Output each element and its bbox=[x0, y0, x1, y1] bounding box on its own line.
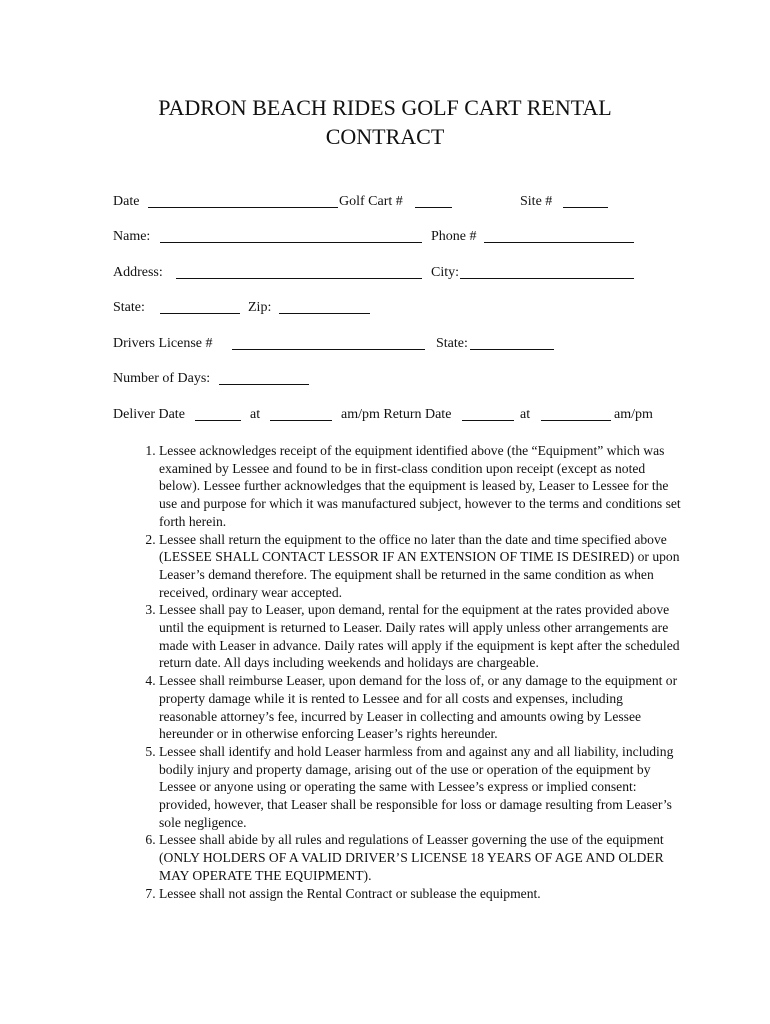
date-label: Date bbox=[113, 194, 140, 209]
deliver-date-field[interactable] bbox=[195, 408, 241, 421]
term-item: 3. Lessee shall pay to Leaser, upon demand, rental for the equipment at the rates provided above until the equipment is returned to Leaser. Daily rates will apply unless other arrangements are made with Leaser in advance. Daily rates will apply if the equipment is kept after the scheduled return date. All days including weekends and holidays are chargeable. bbox=[159, 601, 684, 672]
term-item: 5. Lessee shall identify and hold Leaser harmless from and against any and all liability, including bodily injury and property damage, arising out of the use or operation of the equipment by Lessee or anyone using or operating the same with Lessee’s express or implied consent: provided, however, that Leaser shall be responsible for loss or damage resulting from Leaser’s sole negligence. bbox=[159, 743, 684, 832]
golf-cart-label: Golf Cart # bbox=[339, 194, 403, 209]
term-item: 1. Lessee acknowledges receipt of the equipment identified above (the “Equipment” which was examined by Lessee and found to be in first-class condition upon receipt (except as noted below). Lessee further acknowledges that the equipment is leased by, Leaser to Lessee for the use and purpose for which it was manufactured subject, however to the terms and conditions set forth herein. bbox=[159, 442, 684, 531]
address-field[interactable] bbox=[176, 266, 422, 279]
site-field[interactable] bbox=[563, 195, 608, 208]
golf-cart-field[interactable] bbox=[415, 195, 452, 208]
deliver-time-field[interactable] bbox=[270, 408, 332, 421]
address-label: Address: bbox=[113, 265, 163, 280]
dl-state-field[interactable] bbox=[470, 337, 554, 350]
drivers-license-field[interactable] bbox=[232, 337, 425, 350]
drivers-license-label: Drivers License # bbox=[113, 336, 213, 351]
number-of-days-field[interactable] bbox=[219, 372, 309, 385]
phone-field[interactable] bbox=[484, 230, 634, 243]
state-field[interactable] bbox=[160, 301, 240, 314]
city-label: City: bbox=[431, 265, 460, 280]
zip-label: Zip: bbox=[248, 300, 272, 315]
return-time-field[interactable] bbox=[541, 408, 611, 421]
ampm-label: am/pm bbox=[614, 407, 653, 422]
number-of-days-label: Number of Days: bbox=[113, 371, 211, 386]
name-label: Name: bbox=[113, 229, 151, 244]
document-title: PADRON BEACH RIDES GOLF CART RENTAL CONTRACT bbox=[158, 95, 612, 149]
state-label: State: bbox=[113, 300, 145, 315]
return-at-label: at bbox=[520, 407, 531, 422]
deliver-at-label: at bbox=[250, 407, 261, 422]
return-date-field[interactable] bbox=[462, 408, 514, 421]
term-item: 4. Lessee shall reimburse Leaser, upon demand for the loss of, or any damage to the equipment or property damage while it is rented to Lessee and for all costs and expenses, including reasonable attorney’s fee, incurred by Leaser in collecting and amounts owing by Lessee hereunder or in otherwise enforcing Leaser’s rights hereunder. bbox=[159, 672, 684, 743]
term-item: 6. Lessee shall abide by all rules and regulations of Leasser governing the use of the equipment (ONLY HOLDERS OF A VALID DRIVER’S LICENSE 18 YEARS OF AGE AND OLDER MAY OPERATE THE EQUIPMENT). bbox=[159, 831, 684, 884]
terms-list bbox=[135, 442, 684, 902]
zip-field[interactable] bbox=[279, 301, 370, 314]
city-field[interactable] bbox=[460, 266, 634, 279]
deliver-date-label: Deliver Date bbox=[113, 407, 185, 422]
date-field[interactable] bbox=[148, 195, 338, 208]
ampm-return-date-label: am/pm Return Date bbox=[341, 407, 452, 422]
term-item: 7. Lessee shall not assign the Rental Contract or sublease the equipment. bbox=[159, 885, 684, 903]
term-item: 2. Lessee shall return the equipment to the office no later than the date and time specified above (LESSEE SHALL CONTACT LESSOR IF AN EXTENSION OF TIME IS DESIRED) or upon Leaser’s demand therefore. The equipment shall be returned in the same condition as when received, ordinary wear accepted. bbox=[159, 531, 684, 602]
name-field[interactable] bbox=[160, 230, 422, 243]
site-label: Site # bbox=[520, 194, 553, 209]
dl-state-label: State: bbox=[436, 336, 468, 351]
phone-label: Phone # bbox=[431, 229, 477, 244]
